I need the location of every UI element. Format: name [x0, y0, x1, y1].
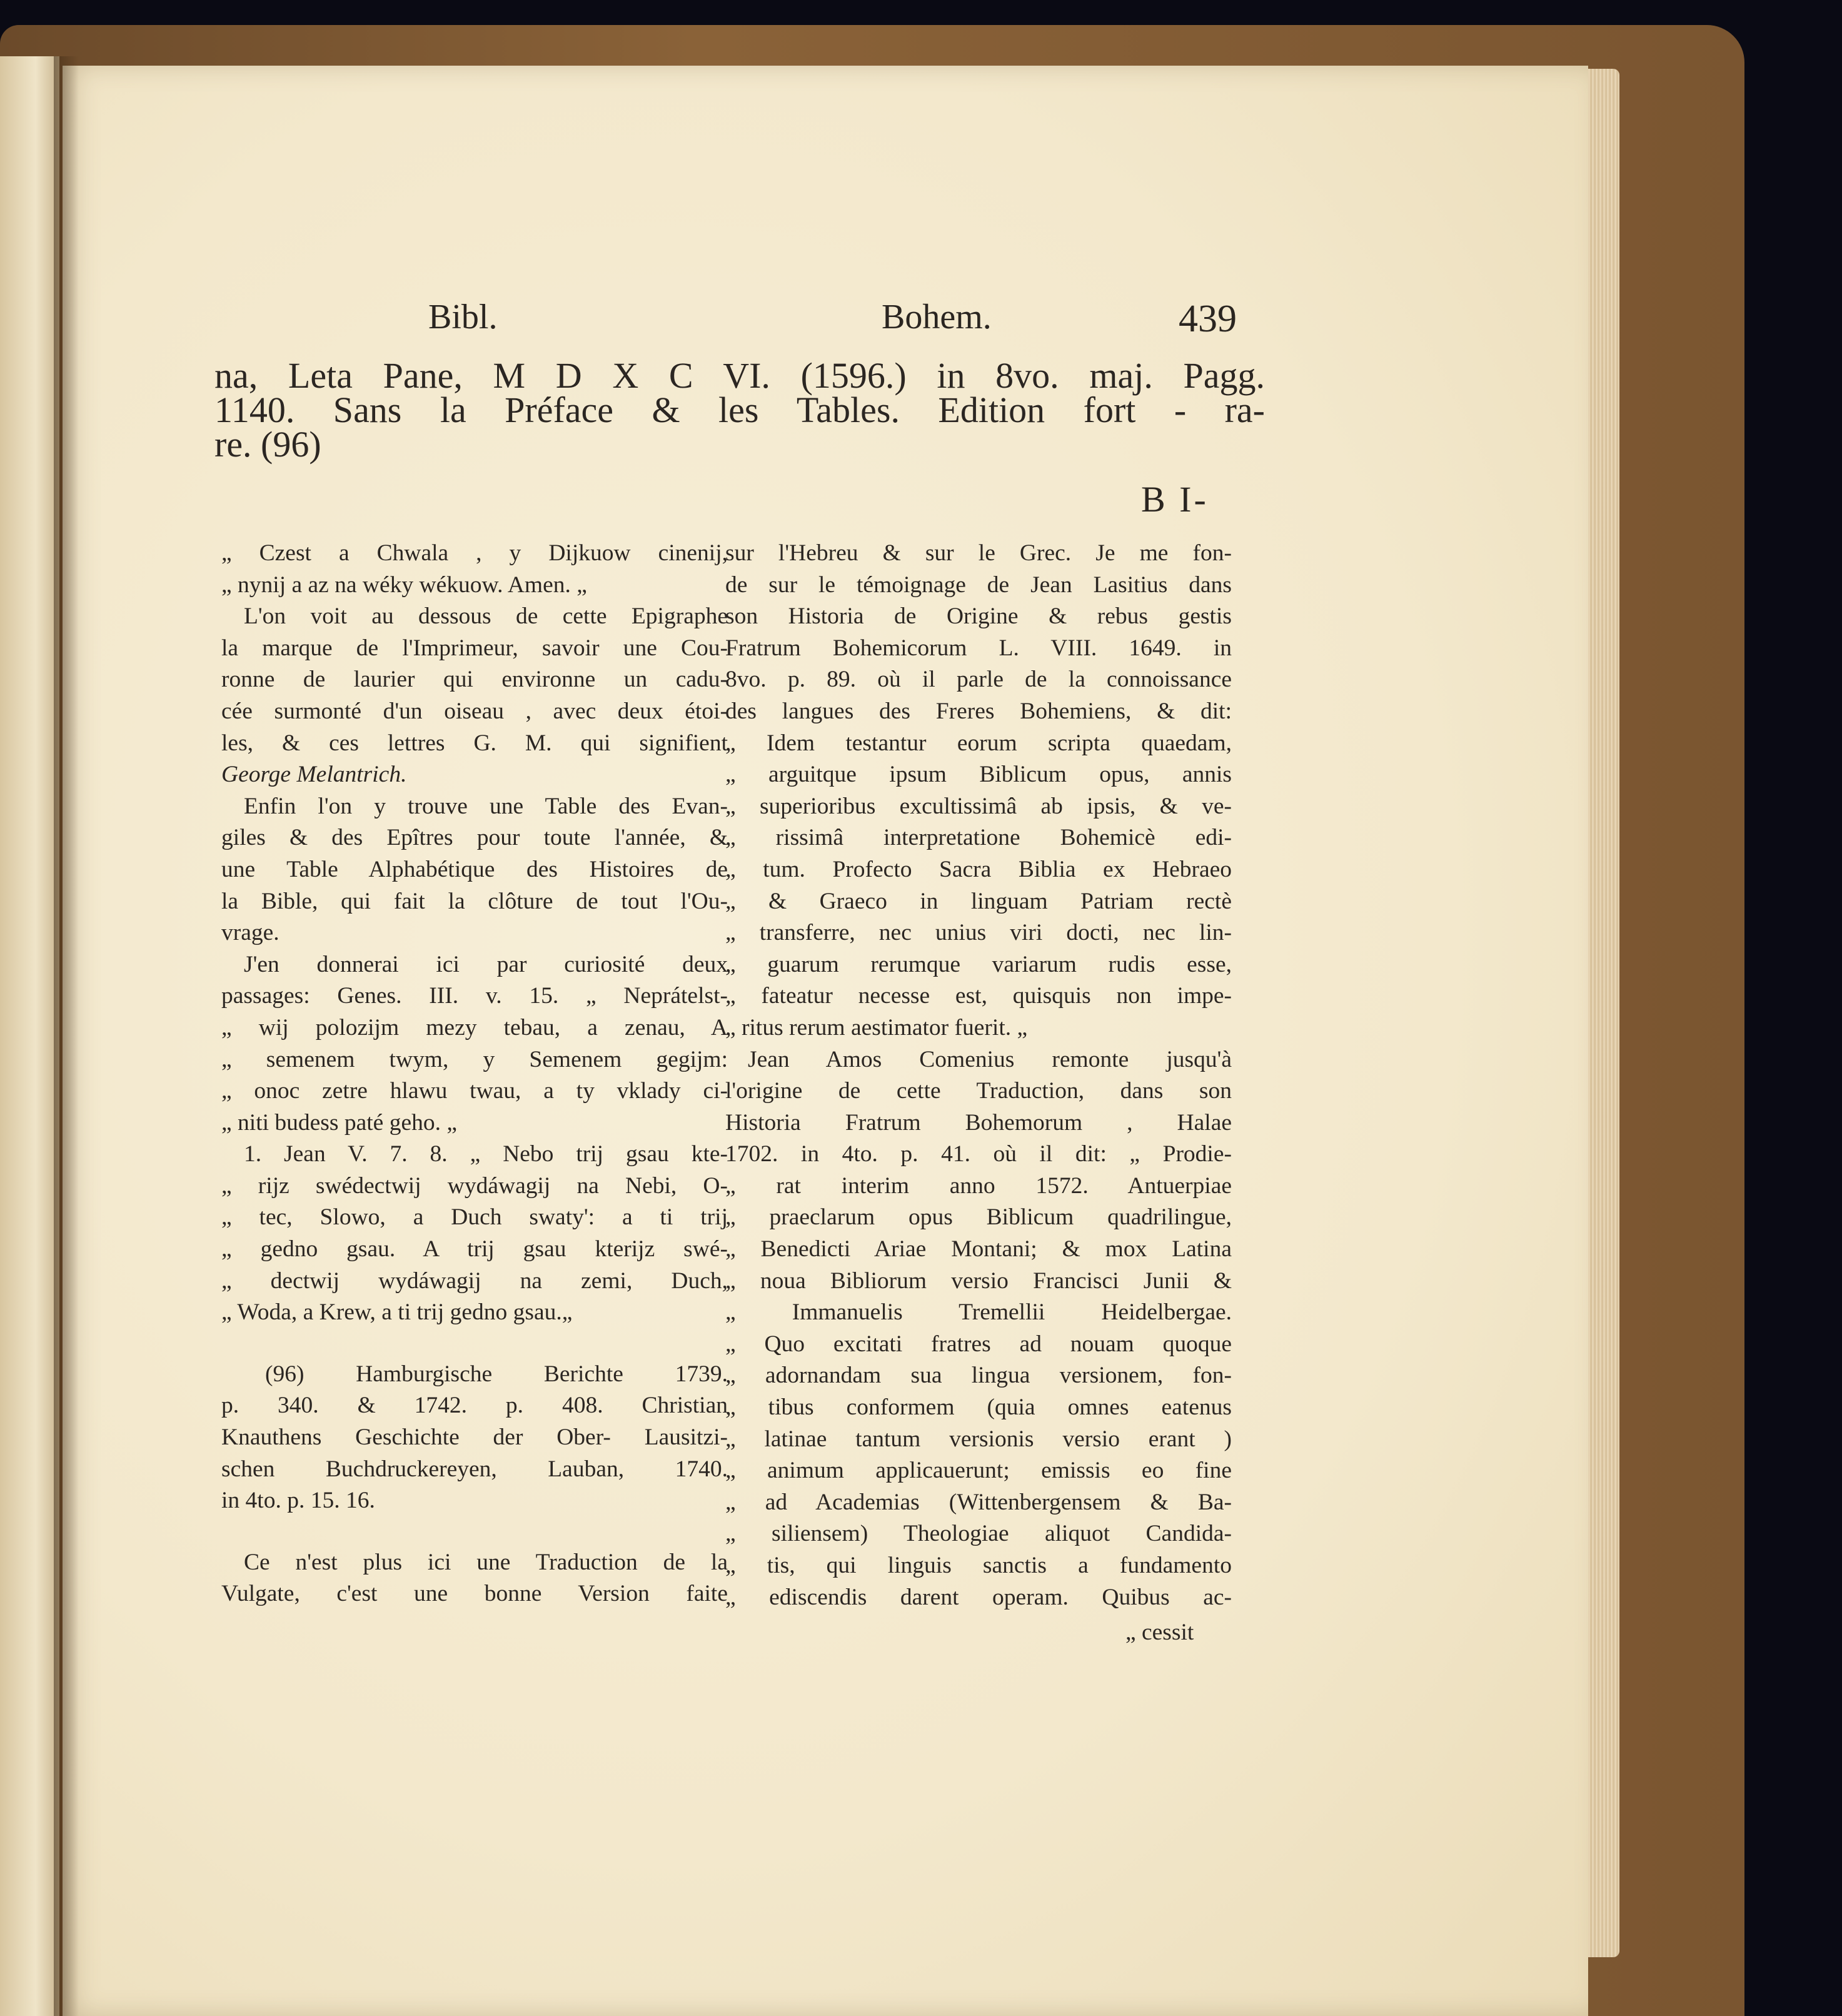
- left-line: „ gedno gsau. A trij gsau kterijz swé-: [221, 1236, 728, 1263]
- right-line: „ transferre, nec unius viri docti, nec lin-: [725, 920, 1232, 946]
- left-line: „ rijz swédectwij wydáwagij na Nebi, O-: [221, 1172, 728, 1199]
- left-line: une Table Alphabétique des Histoires de: [221, 856, 728, 882]
- top-line: 1140. Sans la Préface & les Tables. Edition fort - ra-: [214, 390, 1265, 430]
- running-head-left: Bibl.: [428, 298, 498, 336]
- right-line: „ Quo excitati fratres ad nouam quoque: [725, 1331, 1232, 1357]
- right-line: „ rat interim anno 1572. Antuerpiae: [725, 1172, 1232, 1199]
- left-line: la Bible, qui fait la clôture de tout l'Ou-: [221, 888, 728, 914]
- book-page: [63, 66, 1588, 2016]
- right-line: des langues des Freres Bohemiens, & dit:: [725, 698, 1232, 724]
- right-line: „ & Graeco in linguam Patriam rectè: [725, 888, 1232, 914]
- right-line: „ fateatur necesse est, quisquis non impe-: [725, 983, 1232, 1009]
- left-line: „ Czest a Chwala , y Dijkuow cinenij,: [221, 540, 728, 566]
- right-line: „ ediscendis darent operam. Quibus ac-: [725, 1584, 1232, 1610]
- left-line: L'on voit au dessous de cette Epigraphe: [244, 603, 728, 630]
- right-line: „ latinae tantum versionis versio erant ): [725, 1426, 1232, 1452]
- right-line: 8vo. p. 89. où il parle de la connoissance: [725, 667, 1232, 693]
- left-line: 1. Jean V. 7. 8. „ Nebo trij gsau kte-: [244, 1141, 728, 1167]
- right-line: „ Idem testantur eorum scripta quaedam,: [725, 730, 1232, 756]
- footnote-line: Knauthens Geschichte der Ober- Lausitzi-: [221, 1424, 728, 1451]
- catchword-heading: B I-: [1141, 479, 1209, 520]
- right-line: „ arguitque ipsum Biblicum opus, annis: [725, 762, 1232, 788]
- right-line: „ tis, qui linguis sanctis a fundamento: [725, 1553, 1232, 1578]
- right-line: „ tibus conformem (quia omnes eatenus: [725, 1394, 1232, 1421]
- left-line: George Melantrich.: [221, 762, 407, 788]
- spacer: [221, 1329, 728, 1359]
- left-line: „ onoc zetre hlawu twau, a ty vklady ci-: [221, 1078, 728, 1104]
- left-line: „ tec, Slowo, a Duch swaty': a ti trij: [221, 1204, 728, 1231]
- left-line: la marque de l'Imprimeur, savoir une Cou-: [221, 635, 728, 661]
- right-line: „ ad Academias (Wittenbergensem & Ba-: [725, 1489, 1232, 1515]
- previous-page-edge: [0, 56, 59, 2016]
- right-line: sur l'Hebreu & sur le Grec. Je me fon-: [725, 540, 1232, 566]
- spacer: [221, 1517, 728, 1547]
- left-line: „ wij polozijm mezy tebau, a zenau, A: [221, 1014, 728, 1041]
- right-line: „ Benedicti Ariae Montani; & mox Latina: [725, 1236, 1232, 1263]
- right-line: Fratrum Bohemicorum L. VIII. 1649. in: [725, 635, 1232, 661]
- right-line: Historia Fratrum Bohemorum , Halae: [725, 1109, 1232, 1136]
- right-line: „ siliensem) Theologiae aliquot Candida-: [725, 1521, 1232, 1547]
- catchword-bottom: „ cessit: [1125, 1620, 1194, 1645]
- left-line: „ dectwij wydáwagij na zemi, Duch,: [221, 1268, 728, 1294]
- right-line: „ adornandam sua lingua versionem, fon-: [725, 1363, 1232, 1389]
- left-line: „ Woda, a Krew, a ti trij gedno gsau.„: [221, 1299, 573, 1326]
- right-line: „ rissimâ interpretatione Bohemicè edi-: [725, 825, 1232, 851]
- top-text: [214, 355, 1265, 465]
- footnote-line: p. 340. & 1742. p. 408. Christian: [221, 1393, 728, 1419]
- right-line: 1702. in 4to. p. 41. où il dit: „ Prodie-: [725, 1141, 1232, 1167]
- spine-shadow: [54, 56, 79, 2016]
- left-line: les, & ces lettres G. M. qui signifient: [221, 730, 728, 756]
- left-line: Enfin l'on y trouve une Table des Evan-: [244, 793, 728, 819]
- footnote-line: (96) Hamburgische Berichte 1739.: [265, 1361, 728, 1387]
- right-column: [725, 538, 1232, 1613]
- left-line: giles & des Epîtres pour toute l'année, &: [221, 825, 728, 851]
- running-head-center: Bohem.: [882, 298, 992, 336]
- right-line: „ noua Bibliorum versio Francisci Junii &: [725, 1268, 1232, 1294]
- left-line: „ niti budess paté geho. „: [221, 1109, 457, 1136]
- left-line: J'en donnerai ici par curiosité deux: [244, 951, 728, 977]
- left-line: cée surmonté d'un oiseau , avec deux étoi-: [221, 698, 728, 724]
- left-line: „ nynij a az na wéky wékuow. Amen. „: [221, 572, 587, 598]
- left-line: passages: Genes. III. v. 15. „ Neprátelst-: [221, 983, 728, 1009]
- right-line: „ guarum rerumque variarum rudis esse,: [725, 951, 1232, 977]
- right-line: son Historia de Origine & rebus gestis: [725, 603, 1232, 630]
- left-line: ronne de laurier qui environne un cadu-: [221, 667, 728, 693]
- right-line: de sur le témoignage de Jean Lasitius dans: [725, 572, 1232, 598]
- footnote-line: schen Buchdruckereyen, Lauban, 1740.: [221, 1456, 728, 1482]
- right-line: Jean Amos Comenius remonte jusqu'à: [748, 1046, 1232, 1072]
- left-line: Ce n'est plus ici une Traduction de la: [244, 1549, 728, 1575]
- right-line: „ tum. Profecto Sacra Biblia ex Hebraeo: [725, 856, 1232, 882]
- right-line: „ praeclarum opus Biblicum quadrilingue,: [725, 1204, 1232, 1231]
- right-line: „ animum applicauerunt; emissis eo fine: [725, 1458, 1232, 1484]
- left-line: Vulgate, c'est une bonne Version faite: [221, 1581, 728, 1607]
- left-line: „ semenem twym, y Semenem gegijm:: [221, 1046, 728, 1072]
- right-line: „ superioribus excultissimâ ab ipsis, & ve-: [725, 793, 1232, 819]
- top-line: re. (96): [214, 424, 321, 465]
- right-line: „ ritus rerum aestimator fuerit. „: [725, 1014, 1028, 1041]
- right-line: „ Immanuelis Tremellii Heidelbergae.: [725, 1299, 1232, 1326]
- page-number: 439: [1179, 298, 1237, 340]
- top-line: na, Leta Pane, M D X C VI. (1596.) in 8vo. maj. Pagg.: [214, 355, 1265, 396]
- footnote-line: in 4to. p. 15. 16.: [221, 1488, 375, 1514]
- running-head: [63, 297, 1588, 347]
- left-column: [221, 538, 728, 1610]
- left-line: vrage.: [221, 920, 279, 946]
- right-line: l'origine de cette Traduction, dans son: [725, 1078, 1232, 1104]
